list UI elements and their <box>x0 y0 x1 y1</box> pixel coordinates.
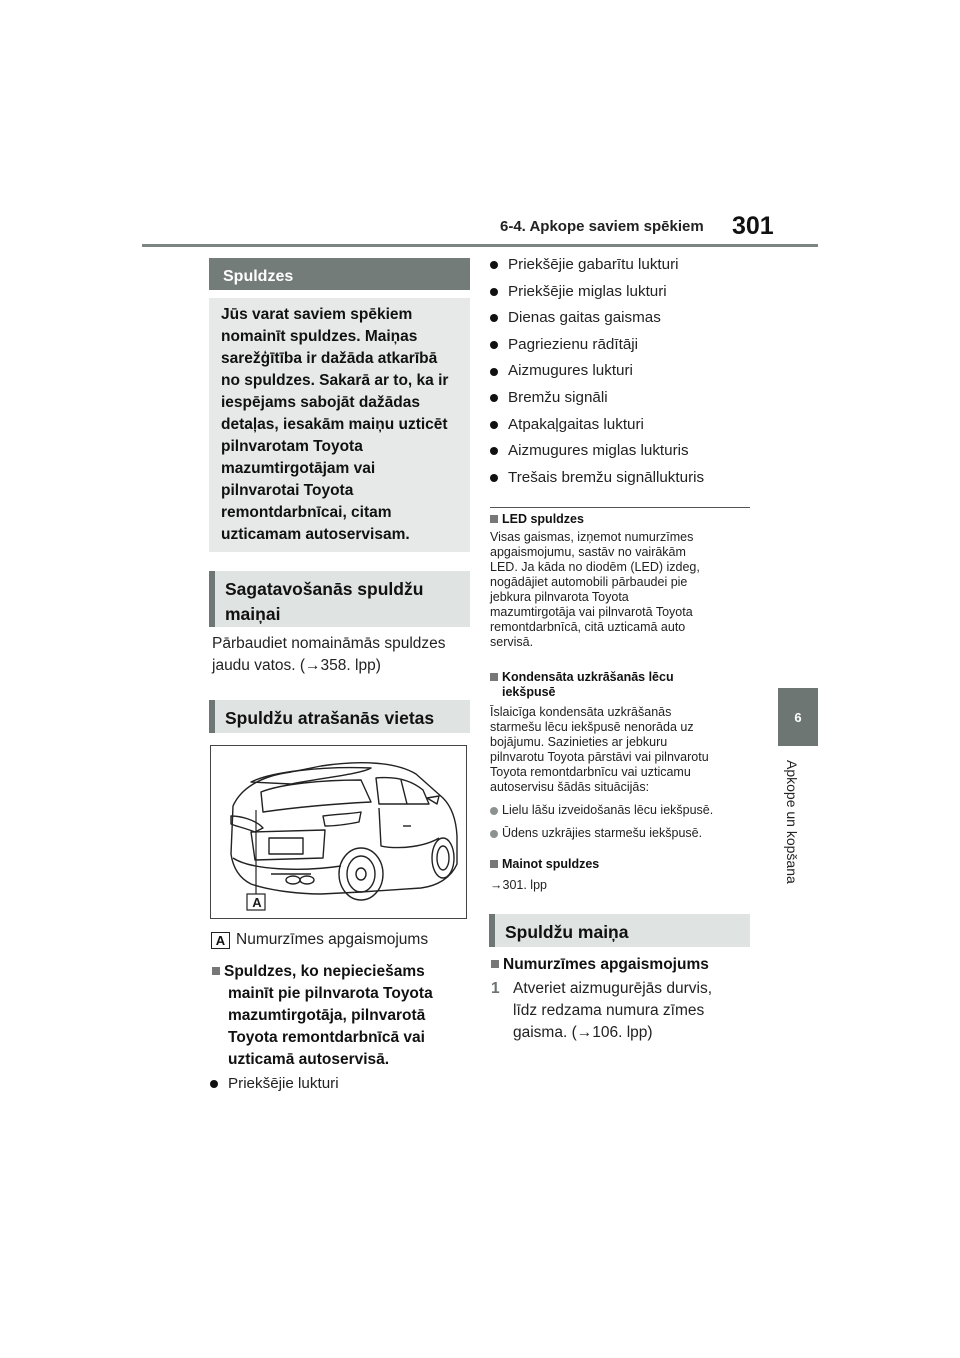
car-drawing <box>211 746 466 918</box>
note-line: Īslaicīga kondensāta uzkrāšanās <box>490 705 672 719</box>
step-line: gaisma. (→106. lpp) <box>513 1024 653 1041</box>
body-line: jaudu vatos. (→358. lpp) <box>212 657 381 674</box>
intro-line: uzticamam autoservisam. <box>221 526 410 543</box>
square-bullet-icon <box>490 515 498 523</box>
bullet-icon <box>490 341 498 349</box>
heading-line: Sagatavošanās spuldžu <box>225 579 424 599</box>
note-heading: iekšpusē <box>502 685 556 699</box>
heading-line: maiņai <box>225 604 281 624</box>
bullet-icon <box>490 394 498 402</box>
bullet-list-left <box>206 1071 339 1098</box>
list-item: Atpakaļgaitas lukturi <box>486 412 704 439</box>
list-item: Dienas gaitas gaismas <box>486 305 704 332</box>
bullet-icon <box>490 368 498 376</box>
intro-line: no spuldzes. Sakarā ar to, ka ir <box>221 372 449 389</box>
heading-line: uzticamā autoservisā. <box>228 1051 390 1068</box>
plate-light-heading <box>491 954 753 976</box>
step-line: Atveriet aizmugurējās durvis, <box>513 980 712 997</box>
note-line: nogādājiet automobili pārbaudei pie <box>490 575 688 589</box>
led-note <box>490 512 760 650</box>
preparation-text <box>212 633 472 677</box>
step-1 <box>491 978 753 1044</box>
bullet-icon <box>490 421 498 429</box>
list-item: Lielu lāšu izveidošanās lēcu iekšpusē. <box>490 803 760 818</box>
note-line: LED. Ja kāda no diodēm (LED) izdeg, <box>490 560 700 574</box>
car-rear-illustration <box>210 745 467 919</box>
list-item: Priekšējie gabarītu lukturi <box>486 252 704 279</box>
page-number: 301 <box>732 212 774 240</box>
figure-callout-a: A <box>252 895 262 910</box>
intro-line: remontdarbnīcai, citam <box>221 504 392 521</box>
list-item: Pagriezienu rādītāji <box>486 332 704 359</box>
dealer-bulbs-heading <box>212 961 474 1071</box>
page-reference: →301. lpp <box>490 878 547 892</box>
note-line: servisā. <box>490 635 534 649</box>
section-heading-locations: Spuldžu atrašanās vietas <box>209 700 470 733</box>
section-heading-replacement: Spuldžu maiņa <box>489 914 750 947</box>
note-heading: LED spuldzes <box>502 512 584 526</box>
step-number: 1 <box>491 980 500 997</box>
intro-line: detaļas, iesakām maiņu uzticēt <box>221 416 448 433</box>
square-bullet-icon <box>490 860 498 868</box>
header-section-title: 6-4. Apkope saviem spēkiem <box>500 218 704 235</box>
section-heading-preparation <box>209 571 470 627</box>
list-item: Aizmugures miglas lukturis <box>486 438 704 465</box>
bullet-icon <box>490 261 498 269</box>
caption-text: Numurzīmes apgaismojums <box>236 931 429 948</box>
square-bullet-icon <box>490 673 498 681</box>
intro-line: pilnvarotai Toyota <box>221 482 354 499</box>
body-line: Pārbaudiet nomaināmās spuldzes <box>212 635 446 652</box>
intro-line: iespējams sabojāt dažādas <box>221 394 421 411</box>
bullet-icon <box>210 1080 218 1088</box>
heading-line: mainīt pie pilnvarota Toyota <box>228 985 433 1002</box>
bullet-icon <box>490 288 498 296</box>
header-divider <box>142 244 818 247</box>
intro-line: sarežģītība ir dažāda atkarībā <box>221 350 438 367</box>
note-line: apgaismojumu, sastāv no vairākām <box>490 545 686 559</box>
note-line: remontdarbnīcā, citā uzticamā auto <box>490 620 686 634</box>
note-line: mazumtirgotāja vai pilnvarotā Toyota <box>490 605 693 619</box>
note-heading: Kondensāta uzkrāšanās lēcu <box>502 670 674 684</box>
intro-line: pilnvarotam Toyota <box>221 438 363 455</box>
note-line: starmešu lēcu iekšpusē nenorāda uz <box>490 720 694 734</box>
heading-line: Spuldzes, ko nepieciešams <box>224 963 425 980</box>
note-line: Visas gaismas, izņemot numurzīmes <box>490 530 694 544</box>
figure-caption <box>211 929 428 951</box>
bullet-icon <box>490 807 498 815</box>
intro-line: nomainīt spuldzes. Maiņas <box>221 328 418 345</box>
bullet-icon <box>490 830 498 838</box>
heading-line: Numurzīmes apgaismojums <box>503 956 709 973</box>
bullet-icon <box>490 474 498 482</box>
intro-box <box>209 298 470 552</box>
note-line: pilnvarotu Toyota pārstāvi vai pilnvarotu <box>490 750 709 764</box>
bullet-icon <box>490 447 498 455</box>
intro-line: Jūs varat saviem spēkiem <box>221 306 413 323</box>
step-line: līdz redzama numura zīmes <box>513 1002 705 1019</box>
note-heading: Mainot spuldzes <box>502 857 600 871</box>
heading-line: Toyota remontdarbnīcā vai <box>228 1029 425 1046</box>
list-item: Aizmugures lukturi <box>486 358 704 385</box>
caption-callout-a: A <box>211 932 230 949</box>
note-line: jebkura pilnvarota Toyota <box>490 590 629 604</box>
section-heading-bulbs: Spuldzes <box>209 258 470 290</box>
chapter-title: Apkope un kopšana <box>784 760 800 884</box>
square-bullet-icon <box>212 967 220 975</box>
bullet-icon <box>490 314 498 322</box>
list-item: Trešais bremžu signāllukturis <box>486 465 704 492</box>
list-item: Priekšējie lukturi <box>206 1071 339 1098</box>
bullet-list-right <box>486 252 704 491</box>
list-item: Ūdens uzkrājies starmešu iekšpusē. <box>490 826 760 841</box>
list-item: Bremžu signāli <box>486 385 704 412</box>
notes-divider <box>490 507 750 508</box>
chapter-tab: 6 <box>778 688 818 746</box>
note-line: bojājumu. Sazinieties ar jebkuru <box>490 735 668 749</box>
list-item: Priekšējie miglas lukturi <box>486 279 704 306</box>
intro-line: mazumtirgotājam vai <box>221 460 376 477</box>
square-bullet-icon <box>491 960 499 968</box>
heading-line: mazumtirgotāja, pilnvarotā <box>228 1007 426 1024</box>
note-line: autoservisu šādās situācijās: <box>490 780 650 794</box>
replacing-note <box>490 857 760 893</box>
note-line: Toyota remontdarbnīcu vai uzticamu <box>490 765 691 779</box>
condensation-note <box>490 670 760 841</box>
